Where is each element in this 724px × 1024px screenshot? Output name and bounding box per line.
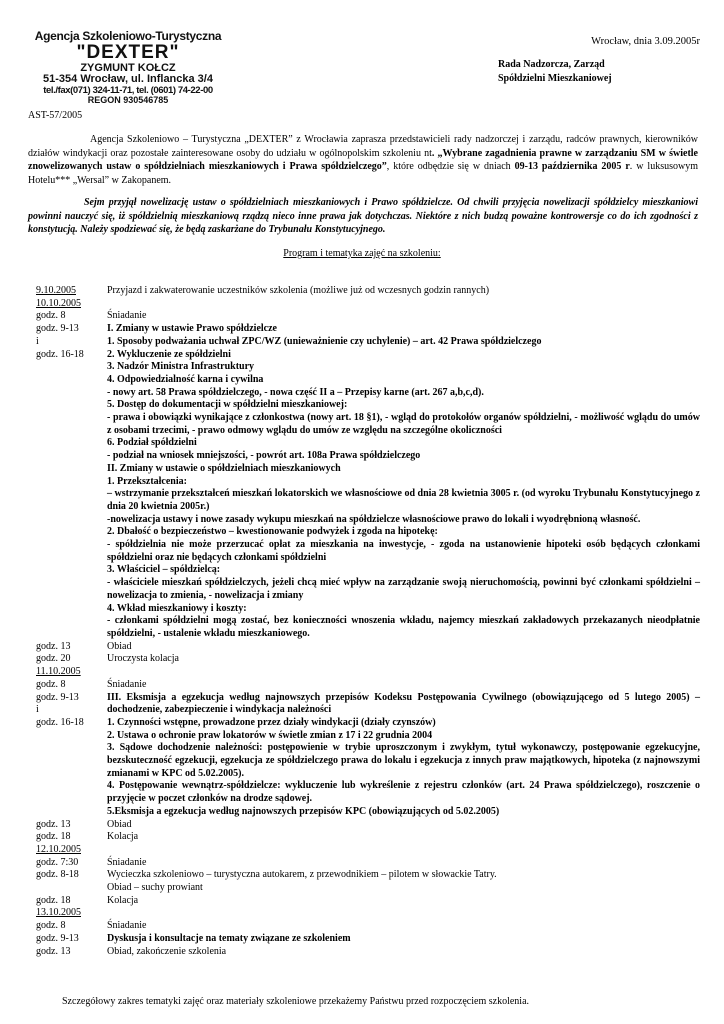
schedule-row (36, 882, 700, 895)
schedule-date: 9.10.2005 (36, 285, 76, 296)
schedule-time: i (36, 704, 39, 716)
schedule-item: Przyjazd i zakwaterowanie uczestników szkolenia (możliwe już od wczesnych godzin rannych) (107, 285, 490, 296)
schedule-row (36, 387, 700, 400)
schedule-row (36, 463, 700, 476)
schedule-time (36, 450, 107, 463)
logo-line-owner: ZYGMUNT KOŁCZ (80, 61, 176, 74)
schedule-time: godz. 20 (36, 653, 71, 665)
schedule-item: 2. Wykluczenie ze spółdzielni (107, 348, 231, 360)
schedule-item: 1. Przekształcenia: (107, 475, 187, 487)
schedule-time: i (36, 335, 39, 347)
schedule-time (36, 564, 107, 577)
schedule-row (36, 476, 700, 489)
schedule-row (36, 869, 700, 882)
schedule-row (36, 831, 700, 844)
schedule-row (36, 780, 700, 805)
logo-line-phone: tel./fax(071) 324-11-71, tel. (0601) 74-22-00 (43, 84, 213, 96)
schedule-item: - prawa i obowiązki wynikające z członkostwa (nowy art. 18 §1), - wgląd do protokołów organów spółdzielni, - możliwość wglądu do umów z osobami trzecimi, - prawo odmowy wglądu do umów ze względu na szczególne okoliczności (107, 412, 700, 436)
schedule-row (36, 933, 700, 946)
schedule-item: – wstrzymanie przekształceń mieszkań lokatorskich we własnościowe od dnia 28 kwietnia 3005 r. (od wyroku Trybunału Konstytucyjnego z dnia 20 kwietnia 2005r.) (107, 488, 700, 512)
schedule-item: Wycieczka szkoleniowo – turystyczna autokarem, z przewodnikiem – pilotem w słowackie Tatry. (107, 869, 497, 881)
schedule-date: 13.10.2005 (36, 907, 81, 919)
schedule-row (36, 310, 700, 323)
company-logo (28, 30, 228, 105)
logo-line-name: "DEXTER" (76, 41, 180, 63)
schedule-row (36, 806, 700, 819)
schedule-row (36, 704, 700, 717)
schedule-item (107, 844, 700, 857)
intro-dates: 09-13 października 2005 r (514, 161, 630, 172)
schedule-row (36, 577, 700, 602)
intro-text-3: . w luksusowym Hotelu*** „Wersal” w Zakopanem. (28, 161, 698, 186)
schedule-item: Uroczysta kolacja (107, 653, 179, 665)
schedule-row (36, 717, 700, 730)
schedule-row (36, 819, 700, 832)
schedule-row (36, 946, 700, 959)
schedule-row (36, 641, 700, 654)
schedule-time (36, 882, 107, 895)
schedule-row (36, 412, 700, 437)
schedule-time (36, 806, 107, 819)
closing-paragraph (28, 996, 698, 1007)
schedule-row (36, 450, 700, 463)
schedule-item: 3. Sądowe dochodzenie należności: postępowienie w trybie uproszczonym i zwykłym, tytuł wykonawczy, postępowanie egzekucyjne, bezskuteczność egzekucji, egzekucja ze spółdzielczego prawa do lokalu i egzekucja z innych praw majątkowych, hipoteka (z najnowszymi zmianami w KPC od 5.02.2005). (107, 742, 700, 779)
schedule-time (36, 437, 107, 450)
recipient-block (498, 58, 612, 86)
program-title: Program i tematyka zajęć na szkoleniu: (283, 248, 441, 259)
schedule-time (36, 387, 107, 400)
schedule-time: godz. 8 (36, 920, 66, 932)
schedule-row (36, 361, 700, 374)
schedule-item: III. Eksmisja a egzekucja według najnowszych przepisów Kodeksu Postępowania Cywilnego (obowiązującego od 5 lutego 2005) – dochodzenie, zabezpieczenie i windykacja należności (107, 691, 700, 716)
logo-line-regon: REGON 930546785 (87, 94, 169, 105)
schedule-time: godz. 16-18 (36, 348, 84, 360)
schedule-time (36, 742, 107, 780)
schedule-item: I. Zmiany w ustawie Prawo spółdzielcze (107, 323, 277, 335)
schedule-item: -nowelizacja ustawy i nowe zasady wykupu mieszkań na spółdzielcze własnościowe prawo do lokali i wyodrębnioną własność. (107, 513, 641, 525)
place-date: Wrocław, dnia 3.09.2005r (591, 36, 700, 47)
schedule-item: Dyskusja i konsultacje na tematy związane ze szkoleniem (107, 932, 351, 944)
schedule-item: 1. Sposoby podważania uchwał ZPC/WZ (unieważnienie czy uchylenie) – art. 42 Prawa spółdzielczego (107, 335, 542, 347)
schedule-time (36, 780, 107, 805)
schedule-date: 12.10.2005 (36, 843, 81, 855)
schedule-row (36, 907, 700, 920)
schedule-time: godz. 9-13 (36, 932, 79, 944)
schedule-item: 4. Odpowiedzialność karna i cywilna (107, 373, 264, 385)
schedule-row (36, 730, 700, 743)
schedule-item: - nowy art. 58 Prawa spółdzielczego, - nowa część II a – Przepisy karne (art. 267 a,b,c,d). (107, 386, 484, 398)
schedule-row (36, 298, 700, 311)
schedule-item: 4. Postępowanie wewnątrz-spółdzielcze: wykluczenie lub wykreślenie z rejestru członków (art. 24 Prawa spółdzielczego), roszczenie o przyjęcie w poczet członków na drodze sądowej. (107, 780, 700, 805)
schedule-item: Obiad – suchy prowiant (107, 882, 203, 894)
schedule-item (107, 666, 700, 679)
schedule-row (36, 615, 700, 640)
schedule-item: Śniadanie (107, 856, 147, 868)
schedule-item: Śniadanie (107, 920, 147, 932)
schedule-row (36, 336, 700, 349)
schedule-item: 2. Ustawa o ochronie praw lokatorów w świetle zmian z 17 i 22 grudnia 2004 (107, 729, 433, 741)
schedule-time (36, 463, 107, 476)
schedule-time (36, 488, 107, 513)
schedule-item: 5. Dostęp do dokumentacji w spółdzielni mieszkaniowej: (107, 399, 348, 411)
recipient-line-1: Rada Nadzorcza, Zarząd (498, 59, 605, 70)
intro-text-2: , które odbędzie się w dniach (386, 161, 515, 172)
intro-paragraph (28, 133, 698, 187)
recipient-line-2: Spółdzielni Mieszkaniowej (498, 73, 612, 84)
schedule-row (36, 374, 700, 387)
schedule-time (36, 615, 107, 640)
schedule-time (36, 526, 107, 539)
intro-text-1: Agencja Szkoleniowo – Turystyczna „DEXTER” z Wrocławia zaprasza przedstawicieli rady nadzorczej i zarządu, radców prawnych, kierowników działów windykacji oraz pozostałe zainteresowane osoby do udziału w ogólnopolskim szkoleniu nt (28, 134, 698, 159)
schedule-item: II. Zmiany w ustawie o spółdzielniach mieszkaniowych (107, 462, 341, 474)
schedule-time: godz. 13 (36, 945, 71, 957)
schedule-item: 4. Wkład mieszkaniowy i koszty: (107, 602, 247, 614)
schedule-time (36, 577, 107, 602)
intro-training-title: . „Wybrane zagadnienia prawne w zarządzaniu SM w świetle znowelizowanych ustaw o spółdzielniach mieszkaniowych i Prawa spółdzielczego” (28, 147, 698, 172)
logo-line-address: 51-354 Wrocław, ul. Inflancka 3/4 (43, 73, 213, 86)
schedule-row (36, 514, 700, 527)
schedule-time: godz. 13 (36, 640, 71, 652)
schedule-item: - właściciele mieszkań spółdzielczych, jeżeli chcą mieć wpływ na zarządzanie swoją nieruchomością, powinni być członkami spółdzielni – nowelizacja to zmienia, - nowelizacja i zmiany (107, 577, 700, 601)
schedule-table (36, 285, 700, 958)
schedule-row (36, 437, 700, 450)
schedule-time (36, 361, 107, 374)
closing-text: Szczegółowy zakres tematyki zajęć oraz materiały szkoleniowe przekażemy Państwu przed rozpoczęciem szkolenia. (62, 996, 530, 1007)
schedule-time: godz. 16-18 (36, 716, 84, 728)
schedule-row (36, 603, 700, 616)
schedule-item: Obiad (107, 640, 132, 652)
schedule-row (36, 666, 700, 679)
schedule-time: godz. 8 (36, 678, 66, 690)
schedule-row (36, 526, 700, 539)
schedule-time: godz. 18 (36, 894, 71, 906)
schedule-time (36, 374, 107, 387)
schedule-item (107, 704, 700, 717)
schedule-time: godz. 9-13 (36, 691, 79, 703)
schedule-item: 2. Dbałość o bezpieczeństwo – kwestionowanie podwyżek i zgoda na hipotekę: (107, 526, 438, 538)
schedule-item: - spółdzielnia nie może przerzucać opłat za mieszkania na inwestycje, - zgoda na ustanowienie hipoteki osób będących członkami spółdzielni oraz nie będących członkami spółdzielni (107, 539, 700, 563)
schedule-time: godz. 9-13 (36, 323, 79, 335)
schedule-row (36, 349, 700, 362)
schedule-row (36, 539, 700, 564)
schedule-time: godz. 8 (36, 310, 66, 322)
schedule-time (36, 399, 107, 412)
schedule-date: 11.10.2005 (36, 666, 81, 678)
schedule-row (36, 399, 700, 412)
legislation-note-text: Sejm przyjął nowelizację ustaw o spółdzielniach mieszkaniowych i Prawo spółdzielcze. Od chwili przyjęcia nowelizacji spółdzielcy mieszkaniowi powinni nauczyć się, iż spółdzielnią mieszkaniową rządzą nieco inne prawa jak dotychczas. Niektóre z nich budzą poważne kontrowersje co do ich zgodności z konstytucją. Należy spodziewać się, że będą zaskarżane do Trybunału Konstytucyjnego. (28, 197, 698, 235)
schedule-item: - członkami spółdzielni mogą zostać, bez konieczności wnoszenia wkładu, najemcy mieszkań zakładowych przekazanych nieodpłatnie spółdzielni, - ustalenie wkładu mieszkaniowego. (107, 615, 700, 639)
schedule-row (36, 920, 700, 933)
schedule-time (36, 514, 107, 527)
schedule-time: godz. 18 (36, 831, 71, 843)
schedule-item (107, 907, 700, 920)
schedule-row (36, 488, 700, 513)
schedule-time: godz. 13 (36, 818, 71, 830)
schedule-item: Obiad (107, 818, 132, 830)
schedule-item (107, 298, 700, 311)
schedule-date: 10.10.2005 (36, 297, 81, 309)
schedule-row (36, 895, 700, 908)
schedule-time (36, 412, 107, 437)
schedule-time: godz. 7:30 (36, 856, 79, 868)
schedule-row (36, 679, 700, 692)
schedule-item: Śniadanie (107, 310, 147, 322)
schedule-row (36, 742, 700, 780)
schedule-time (36, 539, 107, 564)
schedule-item: Kolacja (107, 894, 139, 906)
schedule-row (36, 285, 700, 298)
schedule-item: 5.Eksmisja a egzekucja według najnowszych przepisów KPC (obowiązujących od 5.02.2005) (107, 805, 500, 817)
schedule-time (36, 603, 107, 616)
schedule-item: 3. Właściciel – spółdzielcą: (107, 564, 221, 576)
schedule-row (36, 844, 700, 857)
reference-number: AST-57/2005 (28, 110, 83, 121)
schedule-row (36, 857, 700, 870)
schedule-item: 1. Czynności wstępne, prowadzone przez działy windykacji (działy czynszów) (107, 716, 436, 728)
legislation-note (28, 196, 698, 237)
schedule-item: 6. Podział spółdzielni (107, 437, 197, 449)
schedule-time: godz. 8-18 (36, 869, 79, 881)
schedule-row (36, 323, 700, 336)
schedule-time (36, 476, 107, 489)
schedule-row (36, 653, 700, 666)
schedule-item: Obiad, zakończenie szkolenia (107, 945, 227, 957)
logo-line-agency: Agencja Szkoleniowo-Turystyczna (34, 29, 222, 43)
schedule-item: 3. Nadzór Ministra Infrastruktury (107, 361, 255, 373)
schedule-item: Śniadanie (107, 678, 147, 690)
schedule-time (36, 730, 107, 743)
schedule-item: - podział na wniosek mniejszości, - powrót art. 108a Prawa spółdzielczego (107, 450, 421, 462)
schedule-item: Kolacja (107, 831, 139, 843)
schedule-row (36, 564, 700, 577)
